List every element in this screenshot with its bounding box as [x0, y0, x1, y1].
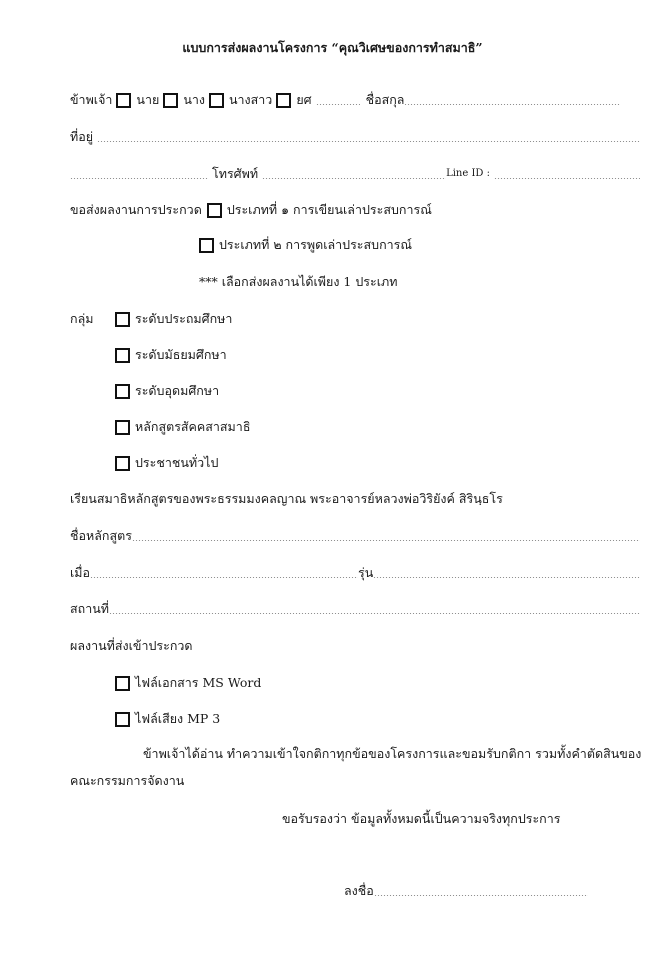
address-field-continued[interactable] — [70, 165, 208, 183]
address-field[interactable] — [97, 128, 640, 146]
signature-row — [344, 882, 588, 900]
works-option-row — [115, 674, 261, 692]
group-secondary-label: ระดับมัธยมศึกษา — [135, 347, 227, 362]
prefix-checkbox-mr[interactable] — [116, 93, 131, 108]
batch-field[interactable] — [373, 564, 640, 582]
agreement-line-1: ข้าพเจ้าได้อ่าน ทำความเข้าใจกติกาทุกข้อของโครงการและขอมรับกติกา รวมทั้งคำตัดสินของ — [143, 746, 642, 761]
group-university-checkbox[interactable] — [115, 384, 130, 399]
group-public-label: ประชาชนทั่วไป — [135, 455, 219, 470]
word-file-label: ไฟล์เอกสาร MS Word — [135, 675, 262, 690]
form-title: แบบการส่งผลงานโครงการ “คุณวิเศษของการทำสมาธิ” — [182, 40, 483, 55]
group-secondary-checkbox[interactable] — [115, 348, 130, 363]
certify-text: ขอรับรองว่า ข้อมูลทั้งหมดนี้เป็นความจริงทุกประการ — [282, 811, 561, 826]
address-row — [70, 128, 640, 146]
group-option-row — [115, 418, 250, 436]
group-label-row — [70, 310, 93, 328]
submit-label: ขอส่งผลงานการประกวด — [70, 202, 202, 217]
applicant-row — [70, 91, 620, 109]
submit-note-row — [199, 273, 397, 291]
prefix-checkbox-rank[interactable] — [276, 93, 291, 108]
agreement-line-2: คณะกรรมการจัดงาน — [70, 773, 185, 788]
prefix-checkbox-mrs[interactable] — [163, 93, 178, 108]
works-option-row — [115, 710, 220, 728]
prefix-rank-label: ยศ — [296, 92, 312, 107]
course-field[interactable] — [132, 527, 640, 545]
agreement-row-2 — [70, 772, 184, 790]
group-primary-checkbox[interactable] — [115, 312, 130, 327]
type-1-checkbox[interactable] — [207, 203, 222, 218]
prefix-mrs-label: นาง — [183, 92, 205, 107]
type-2-checkbox[interactable] — [199, 238, 214, 253]
signature-label: ลงชื่อ — [344, 883, 374, 898]
type-1-label: ประเภทที่ ๑ การเขียนเล่าประสบการณ์ — [226, 202, 432, 217]
submit-type-row — [70, 201, 432, 219]
group-course-label: หลักสูตรสัคคสาสมาธิ — [135, 419, 251, 434]
place-label: สถานที่ — [70, 601, 110, 616]
line-id-label: Line ID : — [446, 168, 490, 179]
when-row — [70, 564, 640, 582]
phone-label: โทรศัพท์ — [212, 166, 259, 181]
study-row — [70, 490, 503, 508]
group-public-checkbox[interactable] — [115, 456, 130, 471]
prefix-miss-label: นางสาว — [228, 92, 273, 107]
address-label: ที่อยู่ — [70, 129, 94, 144]
prefix-mr-label: นาย — [136, 92, 160, 107]
group-option-row — [115, 454, 218, 472]
study-text: เรียนสมาธิหลักสูตรของพระธรรมมงคลญาณ พระอาจารย์หลวงพ่อวิริยังค์ สิรินฺธโร — [70, 491, 503, 506]
audio-file-label: ไฟล์เสียง MP 3 — [135, 711, 221, 726]
group-course-checkbox[interactable] — [115, 420, 130, 435]
place-field[interactable] — [109, 600, 640, 618]
works-label-row — [70, 637, 193, 655]
course-row — [70, 527, 640, 545]
prefix-checkbox-miss[interactable] — [209, 93, 224, 108]
batch-label: รุ่น — [358, 565, 374, 580]
rank-field[interactable] — [316, 91, 360, 109]
word-file-checkbox[interactable] — [115, 676, 130, 691]
line-id-field[interactable] — [494, 165, 640, 183]
course-label: ชื่อหลักสูตร — [70, 528, 132, 543]
contact-row — [70, 165, 640, 183]
surname-label: ชื่อสกุล — [365, 92, 405, 107]
type-2-label: ประเภทที่ ๒ การพูดเล่าประสบการณ์ — [219, 237, 412, 252]
when-field[interactable] — [90, 564, 358, 582]
phone-field[interactable] — [262, 165, 446, 183]
certify-row — [282, 810, 560, 828]
surname-field[interactable] — [404, 91, 620, 109]
group-option-row — [115, 310, 232, 328]
group-primary-label: ระดับประถมศึกษา — [135, 311, 233, 326]
place-row — [70, 600, 640, 618]
group-option-row — [115, 382, 219, 400]
audio-file-checkbox[interactable] — [115, 712, 130, 727]
submit-type-2-row — [199, 236, 412, 254]
group-option-row — [115, 346, 227, 364]
applicant-label: ข้าพเจ้า — [70, 92, 113, 107]
group-university-label: ระดับอุดมศึกษา — [135, 383, 220, 398]
works-label: ผลงานที่ส่งเข้าประกวด — [70, 638, 193, 653]
when-label: เมื่อ — [70, 565, 91, 580]
agreement-row — [143, 745, 641, 763]
submit-note: *** เลือกส่งผลงานได้เพียง 1 ประเภท — [199, 274, 398, 289]
group-label: กลุ่ม — [70, 311, 94, 326]
signature-field[interactable] — [374, 882, 588, 900]
